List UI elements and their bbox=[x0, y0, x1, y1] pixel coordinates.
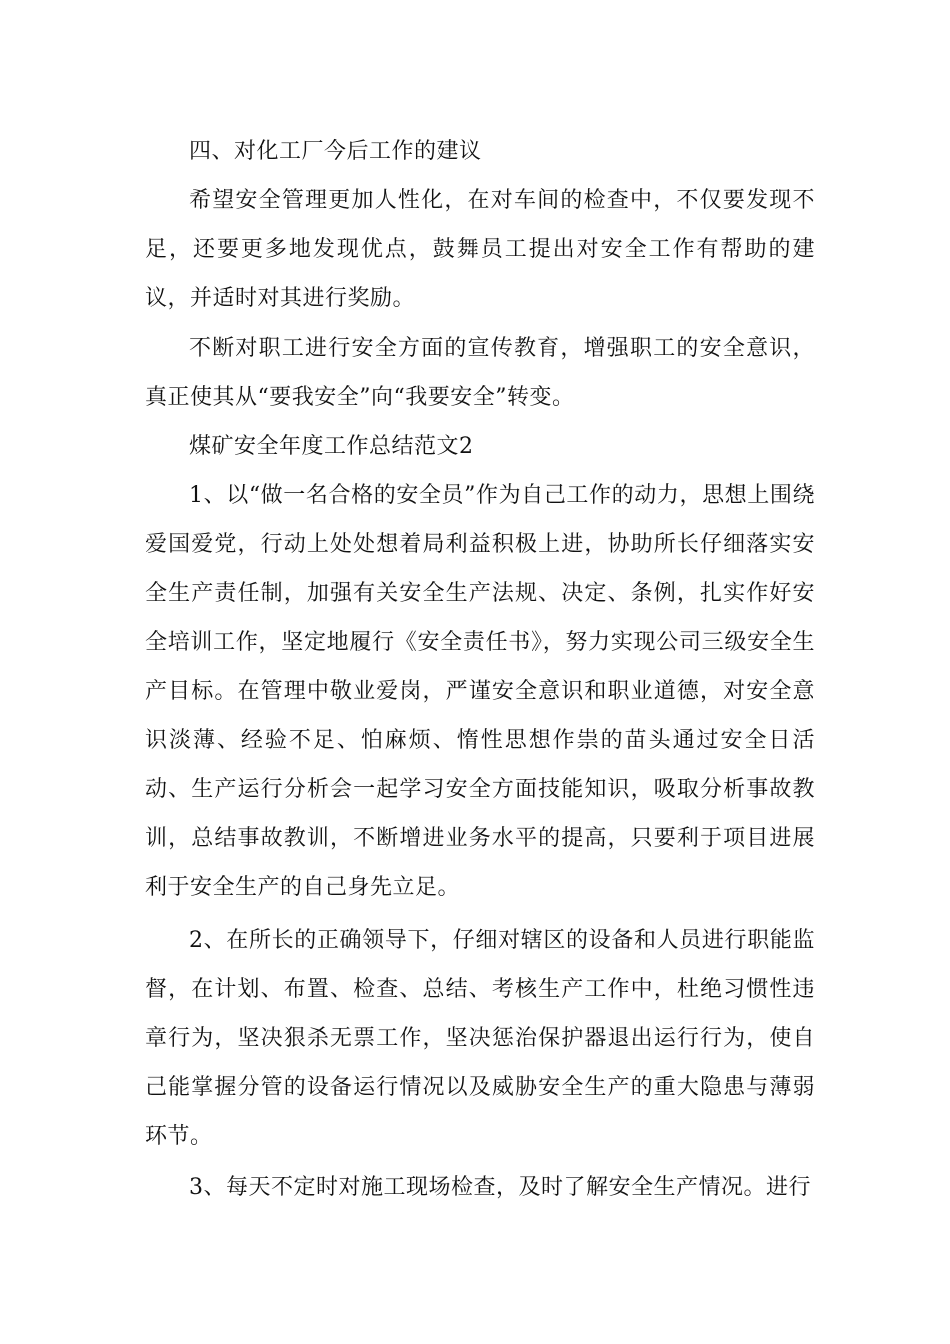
paragraph-item-3: 3、每天不定时对施工现场检查，及时了解安全生产情况。进行 bbox=[189, 1175, 811, 1200]
paragraph-suggestion-humanized: 希望安全管理更加人性化，在对车间的检查中，不仅要发现不足，还要更多地发现优点，鼓舞员工提出对安全工作有帮助的建议，并适时对其进行奖励。 bbox=[145, 188, 815, 311]
paragraph-suggestion-education: 不断对职工进行安全方面的宣传教育，增强职工的安全意识，真正使其从“要我安全”向“我要安全”转变。 bbox=[145, 336, 815, 410]
paragraph-item-1: 1、以“做一名合格的安全员”作为自己工作的动力，思想上围绕爱国爱党，行动上处处想着局利益积极上进，协助所长仔细落实安全生产责任制，加强有关安全生产法规、决定、条例，扎实作好安全培训工作，坚定地履行《安全责任书》，努力实现公司三级安全生产目标。在管理中敬业爱岗，严谨安全意识和职业道德，对安全意识淡薄、经验不足、怕麻烦、惰性思想作祟的苗头通过安全日活动、生产运行分析会一起学习安全方面技能知识，吸取分析事故教训，总结事故教训，不断增进业务水平的提高，只要利于项目进展利于安全生产的自己身先立足。 bbox=[145, 483, 815, 900]
article-title: 煤矿安全年度工作总结范文2 bbox=[189, 434, 474, 459]
paragraph-item-2: 2、在所长的正确领导下，仔细对辖区的设备和人员进行职能监督，在计划、布置、检查、总结、考核生产工作中，杜绝习惯性违章行为，坚决狠杀无票工作，坚决惩治保护器退出运行行为，使自己能掌握分管的设备运行情况以及威胁安全生产的重大隐患与薄弱环节。 bbox=[145, 928, 815, 1149]
section-heading: 四、对化工厂今后工作的建议 bbox=[189, 139, 482, 164]
